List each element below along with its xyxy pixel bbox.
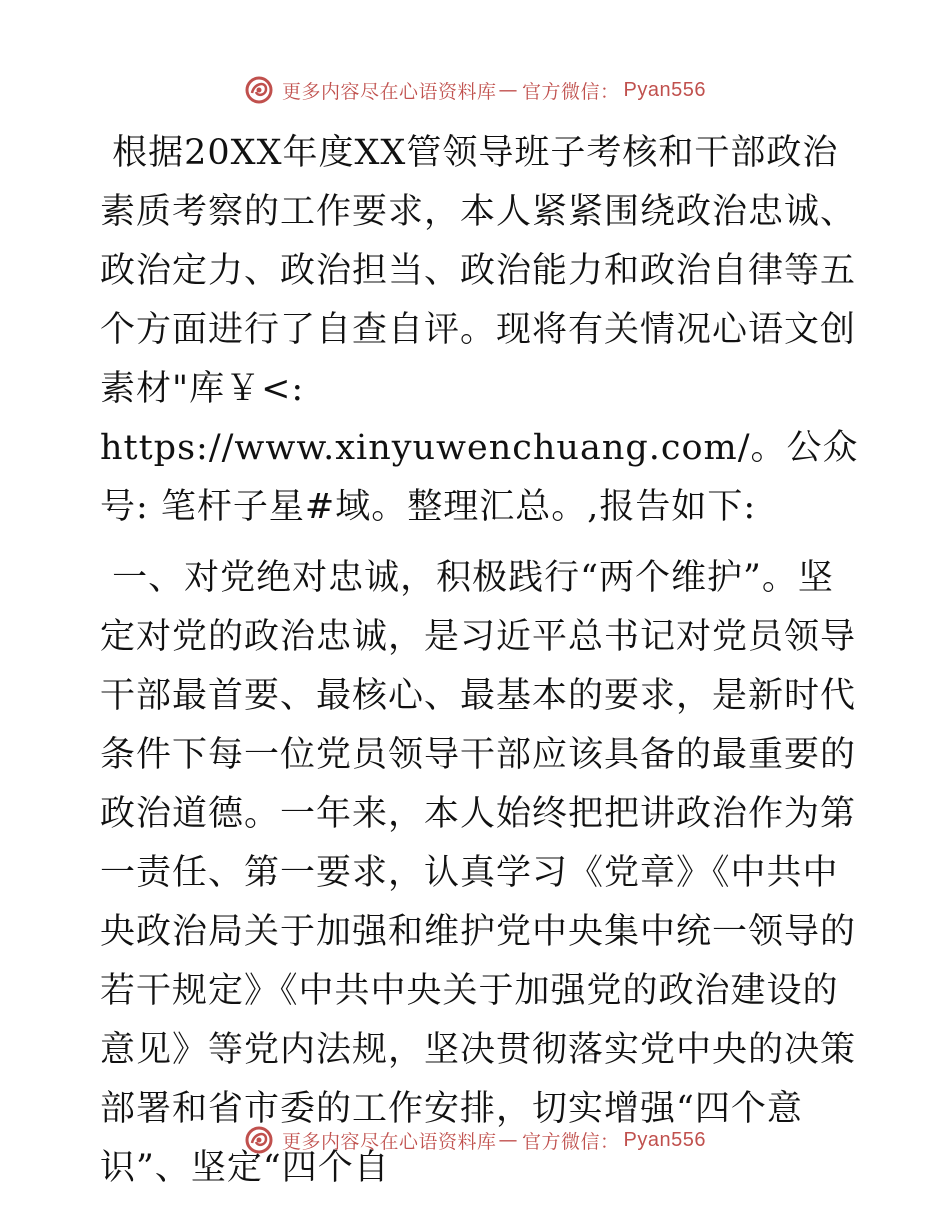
banner-text: 更多内容尽在心语资料库 — [282, 80, 497, 103]
banner-separator: — — [498, 1129, 519, 1151]
red-swirl-logo-icon — [244, 1125, 274, 1155]
banner-label: 官方微信： — [522, 1130, 620, 1153]
header-watermark-banner — [0, 70, 950, 110]
banner-text: 更多内容尽在心语资料库 — [282, 1130, 497, 1153]
banner-label: 官方微信： — [522, 80, 620, 103]
footer-watermark-banner — [0, 1120, 950, 1160]
banner-handle: Pyan556 — [623, 78, 706, 101]
banner-handle: Pyan556 — [623, 1128, 706, 1151]
document-body — [100, 124, 860, 1198]
paragraph-intro: 根据20XX年度XX管领导班子考核和干部政治素质考察的工作要求，本人紧紧围绕政治忠诚、政治定力、政治担当、政治能力和政治自律等五个方面进行了自查自评。现将有关情况心语文创素材"库￥<: https://www.xinyuwenchuang.com/。公众号: 笔杆子星#域。整理汇总。,报告如下: — [100, 133, 859, 527]
banner-separator: — — [498, 79, 519, 101]
paragraph-section-one: 一、对党绝对忠诚，积极践行“两个维护”。坚定对党的政治忠诚，是习近平总书记对党员领导干部最首要、最核心、最基本的要求，是新时代条件下每一位党员领导干部应该具备的最重要的政治道德。一年来，本人始终把把讲政治作为第一责任、第一要求，认真学习《党章》《中共中央政治局关于加强和维护党中央集中统一领导的若干规定》《中共中央关于加强党的政治建设的意见》等党内法规，坚决贯彻落实党中央的决策部署和省市委的工作安排，切实增强“四个意识”、坚定“四个自 — [100, 558, 857, 1188]
red-swirl-logo-icon — [244, 75, 274, 105]
